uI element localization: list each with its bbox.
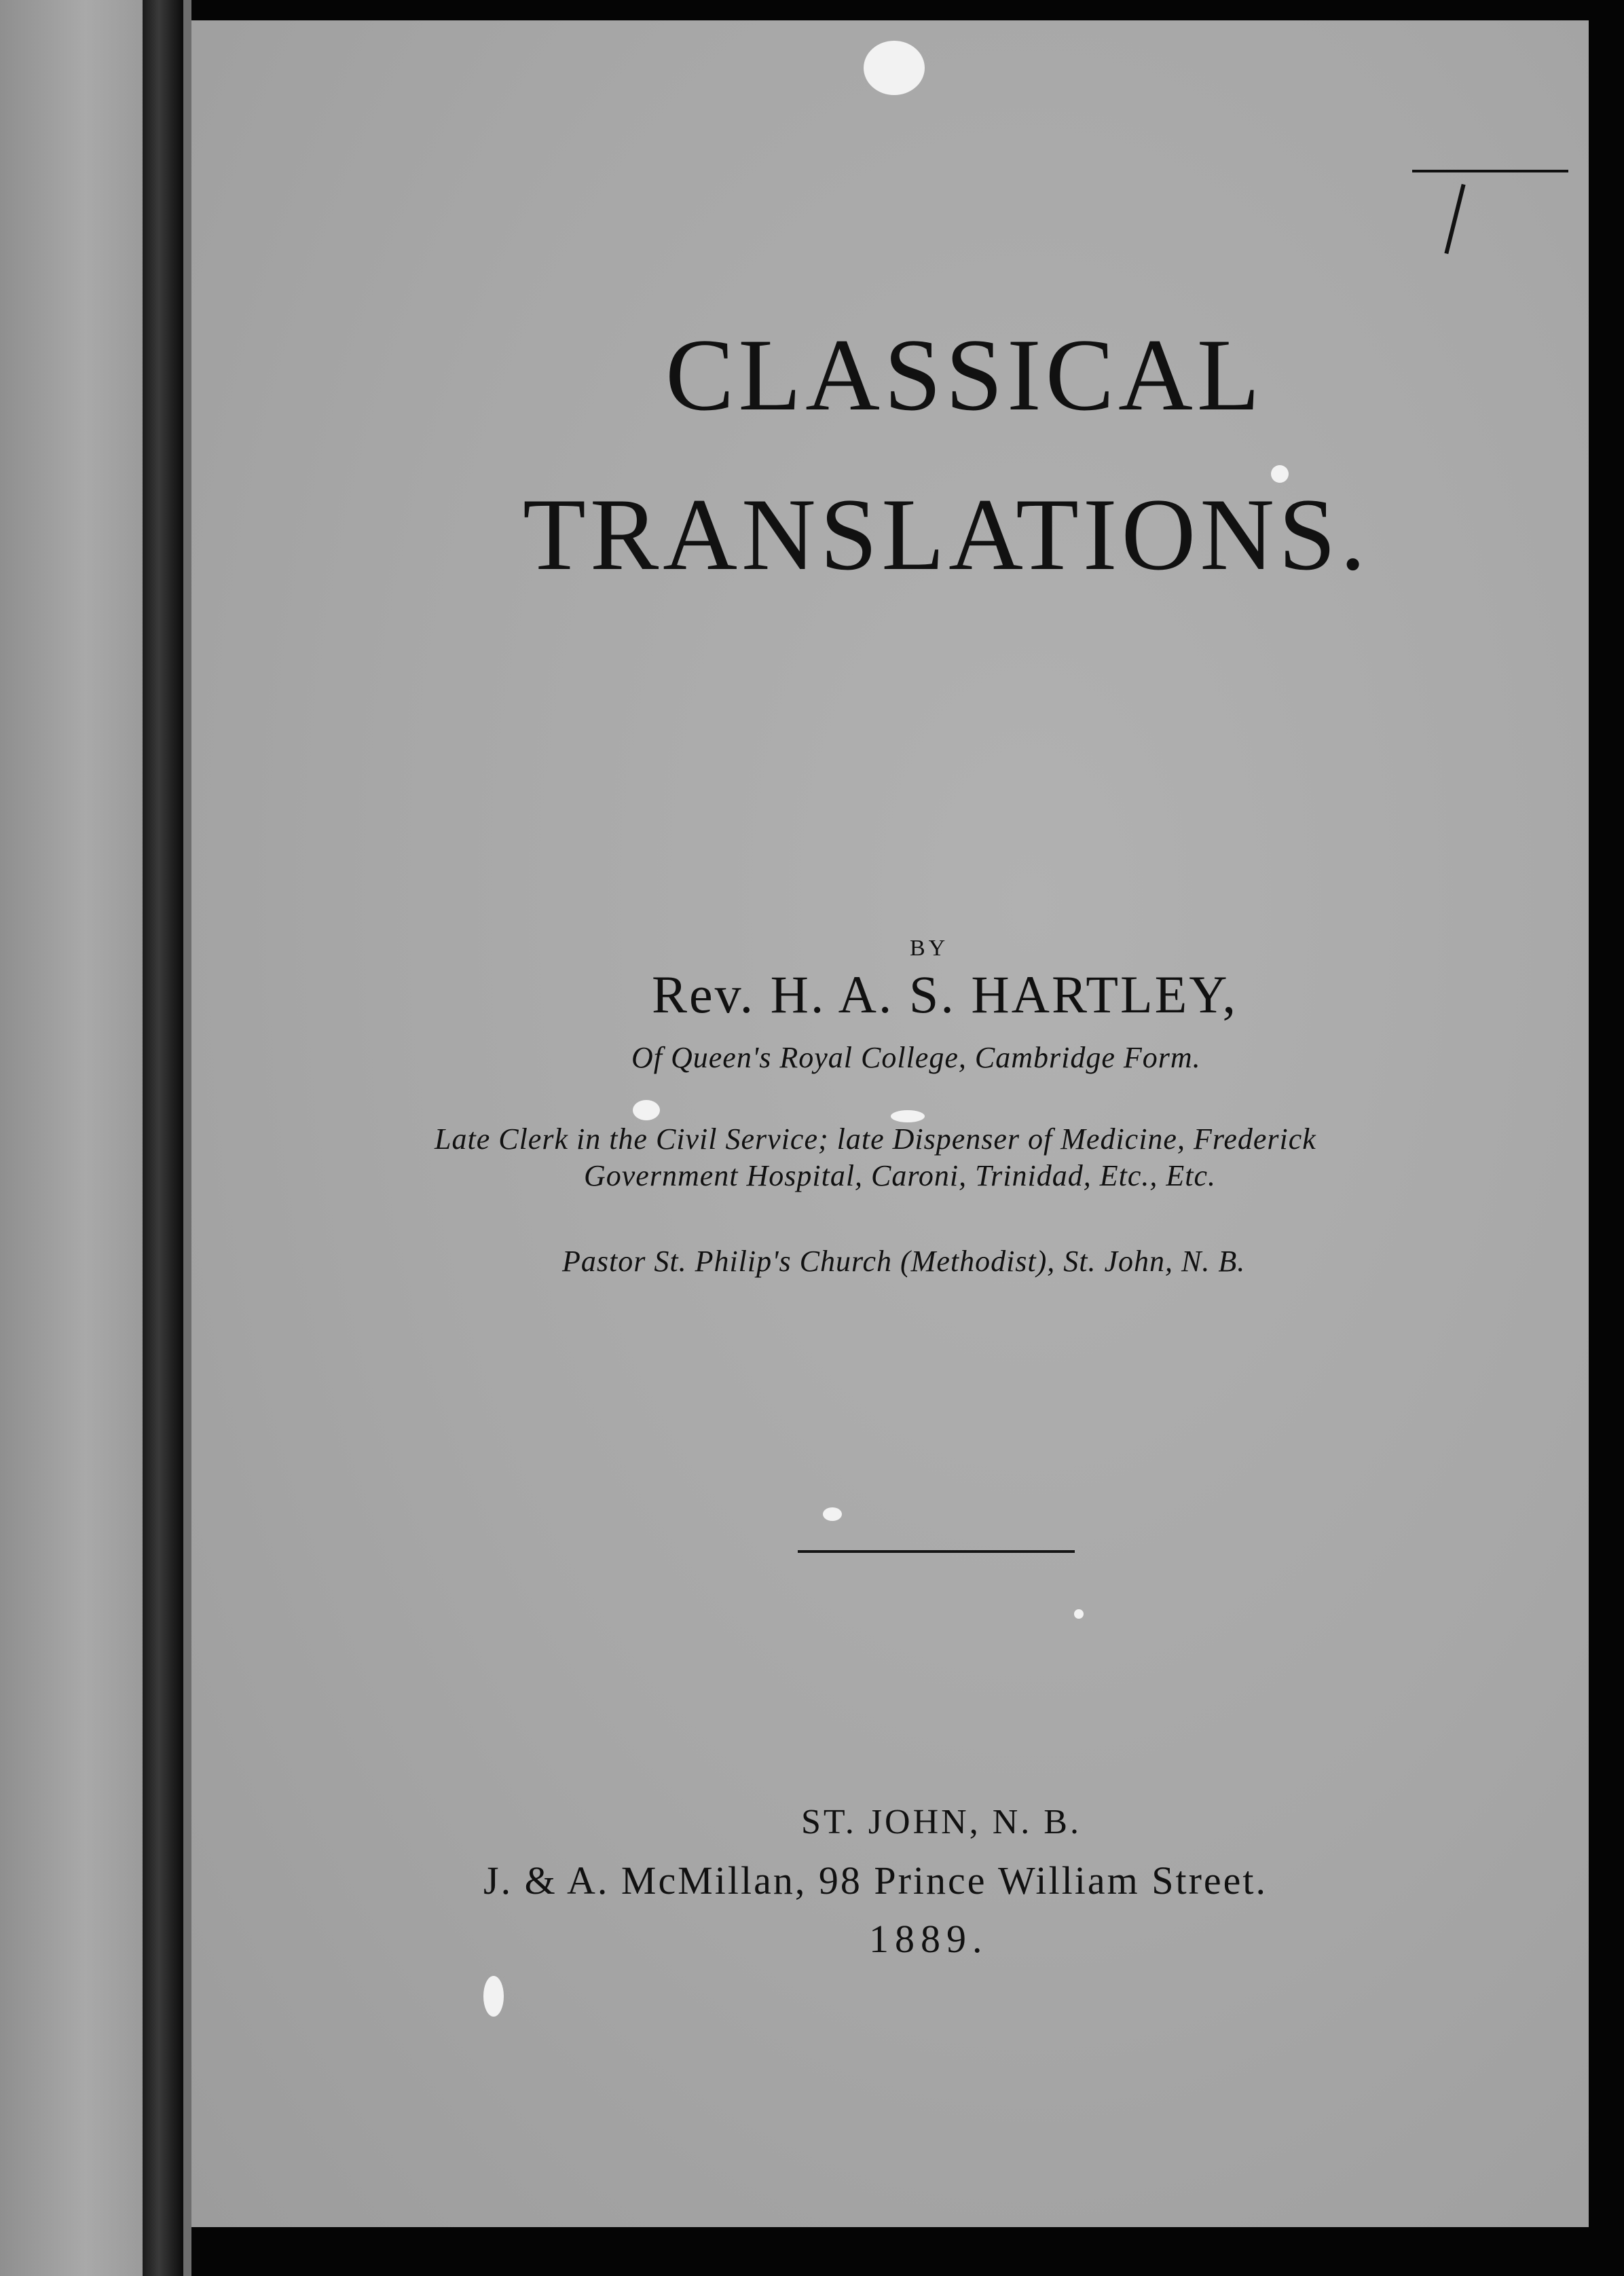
title-line-1: CLASSICAL [665, 318, 1264, 432]
book-binding [143, 0, 183, 2276]
divider-rule [798, 1550, 1075, 1553]
author-affiliation: Of Queen's Royal College, Cambridge Form. [631, 1041, 1201, 1074]
page-mark-stroke [1444, 184, 1465, 254]
author-pastorate: Pastor St. Philip's Church (Methodist), St. John, N. B. [562, 1245, 1246, 1278]
imprint-publisher: J. & A. McMillan, 98 Prince William Street. [483, 1858, 1268, 1903]
page-mark [1439, 170, 1480, 265]
page-gutter [183, 0, 191, 2276]
title-line-2: TRANSLATIONS. [523, 477, 1370, 591]
author-career-line-2: Government Hospital, Caroni, Trinidad, Etc., Etc. [584, 1159, 1216, 1192]
dust-speck [483, 1976, 504, 2017]
by-label: BY [910, 936, 949, 961]
dust-speck [864, 41, 925, 95]
imprint-year: 1889. [869, 1917, 989, 1961]
dust-speck [633, 1100, 660, 1120]
dust-speck [823, 1507, 842, 1521]
imprint-place: ST. JOHN, N. B. [801, 1803, 1082, 1841]
facing-page-edge [0, 0, 143, 2276]
page-mark-rule [1412, 170, 1568, 172]
dust-speck [891, 1110, 925, 1122]
author-name: Rev. H. A. S. HARTLEY, [652, 965, 1238, 1024]
author-career-line-1: Late Clerk in the Civil Service; late Dispenser of Medicine, Frederick [435, 1122, 1316, 1156]
dust-speck [1074, 1609, 1084, 1619]
